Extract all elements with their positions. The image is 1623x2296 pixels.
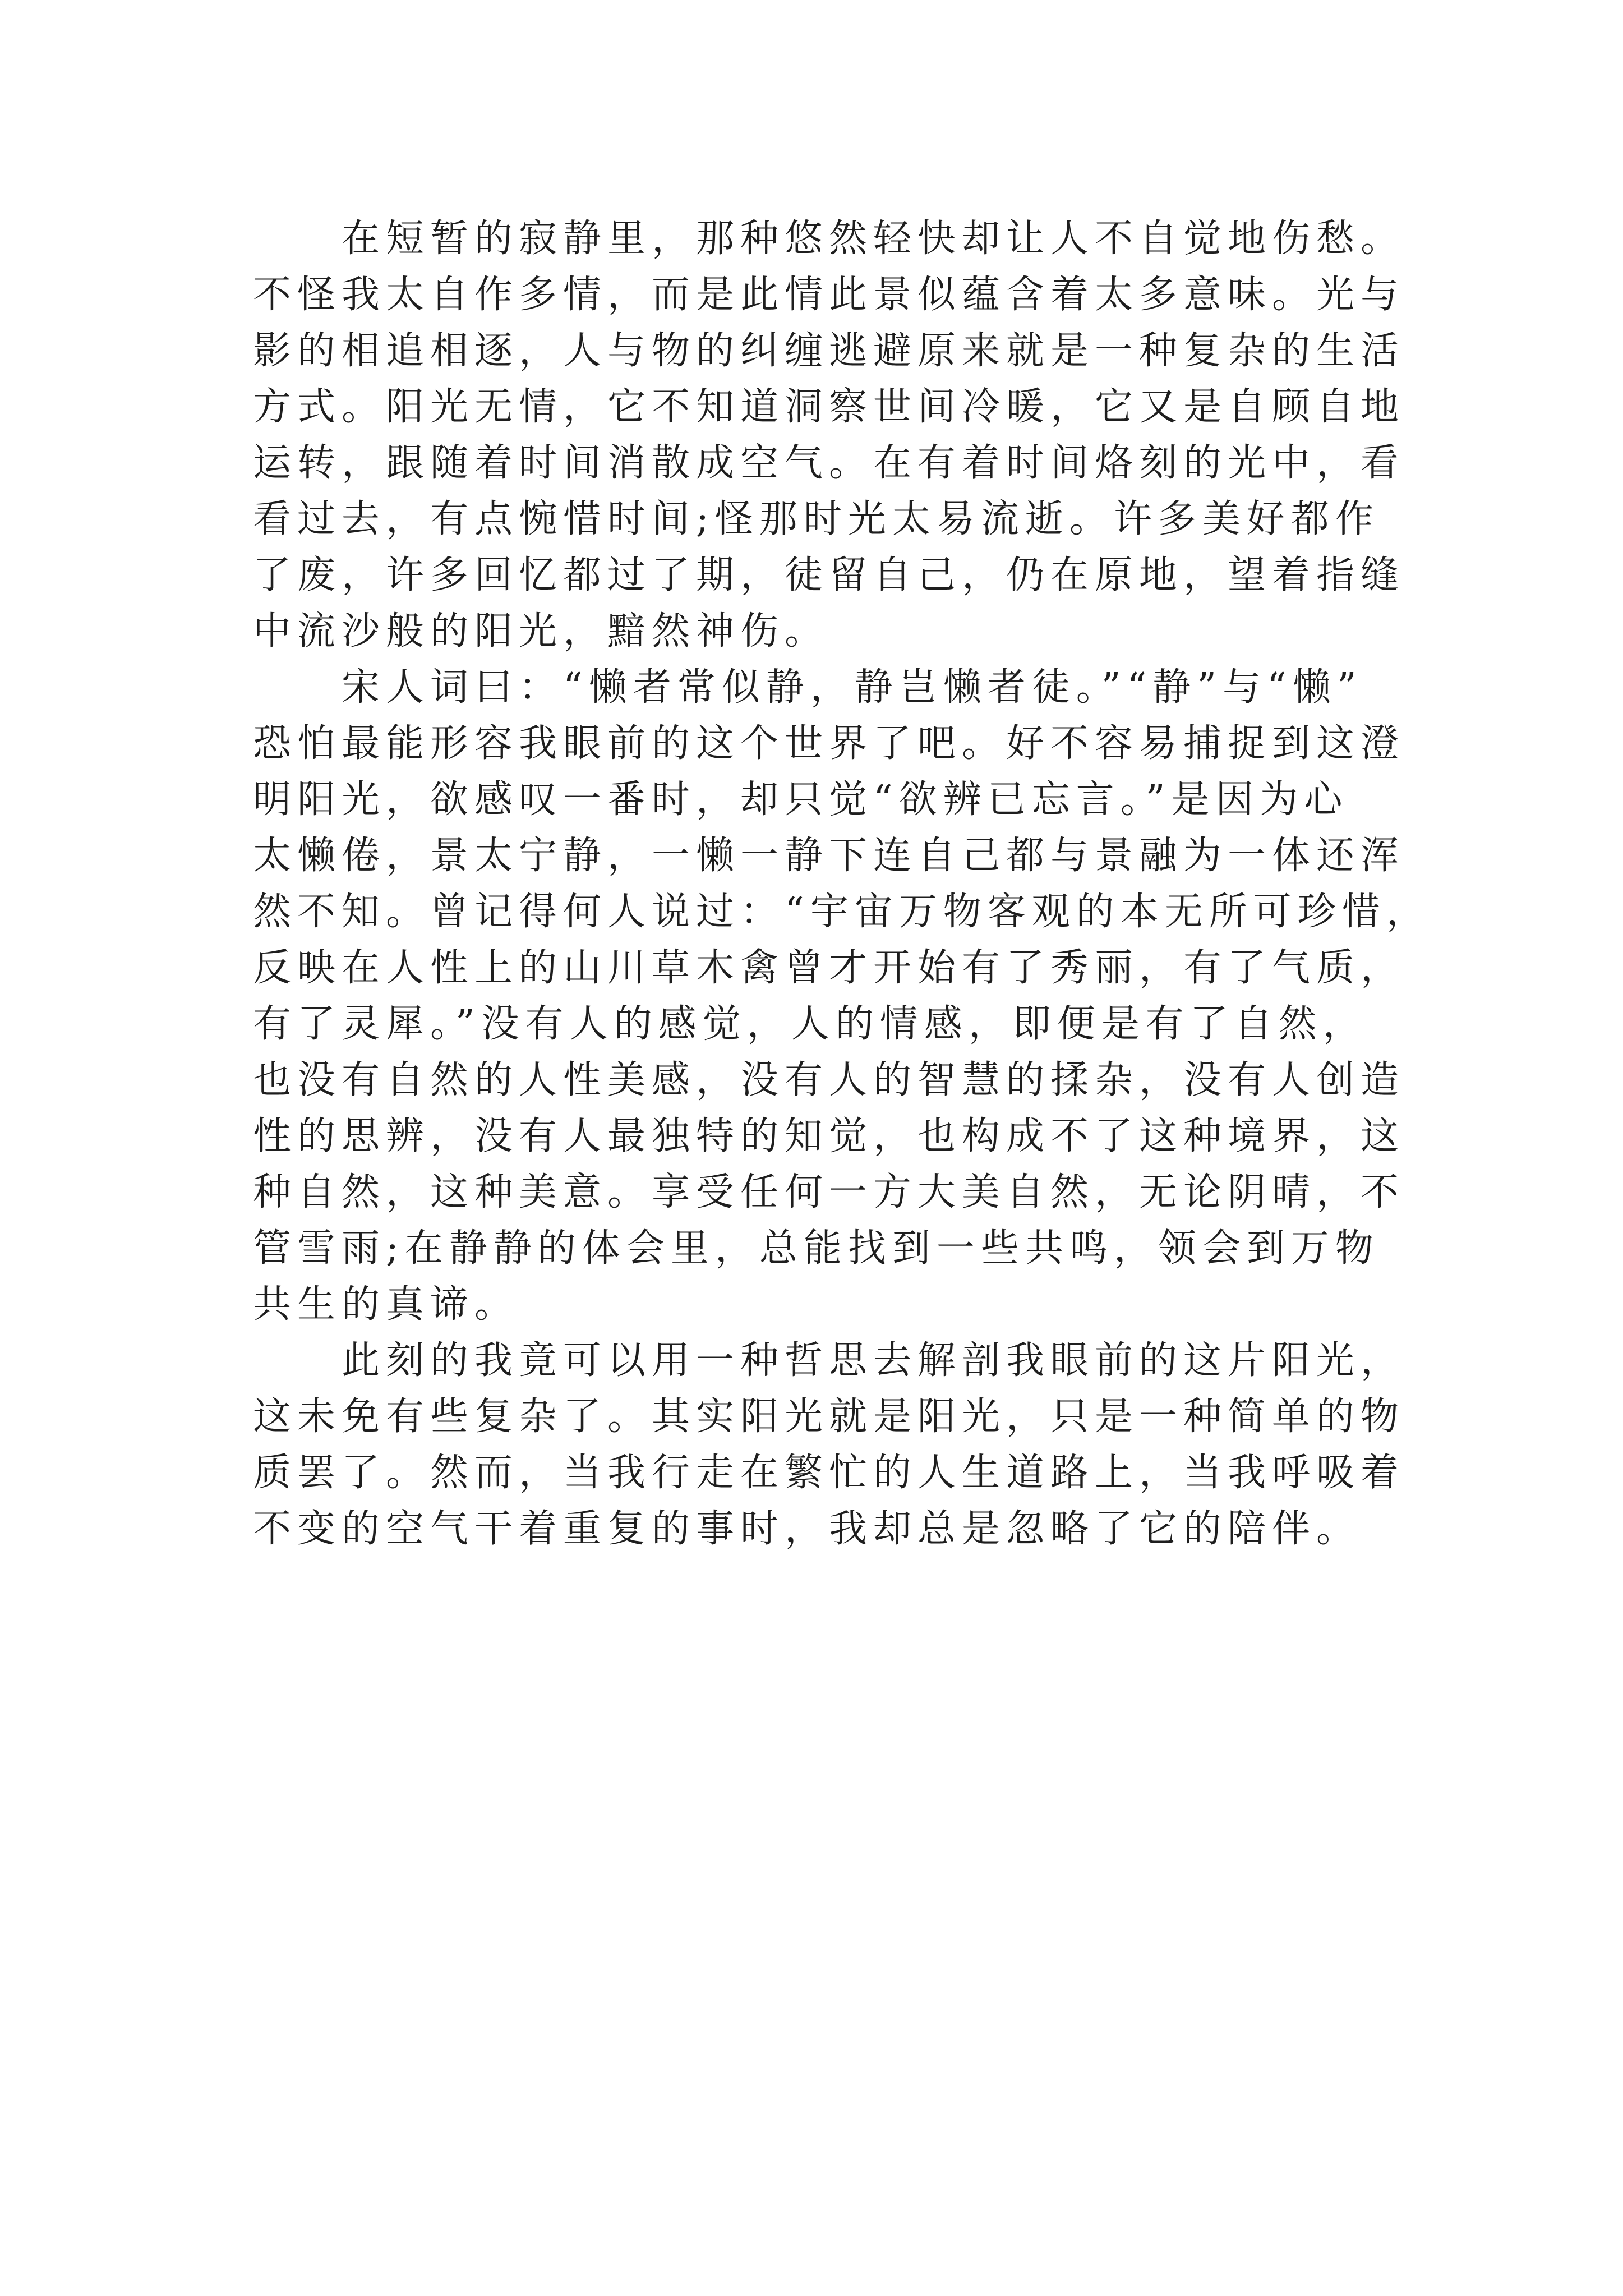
text-line: 影的相追相逐，人与物的纠缠逃避原来就是一种复杂的生活 <box>253 329 1405 373</box>
text-line: 反映在人性上的山川草木禽曾才开始有了秀丽，有了气质， <box>253 946 1405 990</box>
text-line: 看过去，有点惋惜时间;怪那时光太易流逝。许多美好都作 <box>253 497 1380 541</box>
text-line: 太懒倦，景太宁静，一懒一静下连自己都与景融为一体还浑 <box>253 834 1405 878</box>
text-line: 管雪雨;在静静的体会里，总能找到一些共鸣，领会到万物 <box>253 1226 1380 1271</box>
text-line: 有了灵犀。”没有人的感觉，人的情感，即便是有了自然， <box>253 1002 1367 1046</box>
text-line: 共生的真谛。 <box>253 1282 519 1327</box>
text-line: 种自然，这种美意。享受任何一方大美自然，无论阴晴，不 <box>253 1170 1405 1214</box>
text-line: 运转，跟随着时间消散成空气。在有着时间烙刻的光中，看 <box>253 441 1405 485</box>
text-line: 在短暂的寂静里，那种悠然轻快却让人不自觉地伤愁。 <box>342 217 1405 261</box>
text-line: 方式。阳光无情，它不知道洞察世间冷暖，它又是自顾自地 <box>253 385 1405 429</box>
text-line: 质罢了。然而，当我行走在繁忙的人生道路上，当我呼吸着 <box>253 1451 1405 1495</box>
text-line: 明阳光，欲感叹一番时，却只觉“欲辨已忘言。”是因为心 <box>253 777 1349 822</box>
text-line: 然不知。曾记得何人说过：“宇宙万物客观的本无所可珍惜， <box>253 890 1431 934</box>
paragraph-3 <box>253 1333 1403 1557</box>
text-line: 不怪我太自作多情，而是此情此景似蕴含着太多意味。光与 <box>253 273 1405 317</box>
text-line: 此刻的我竟可以用一种哲思去解剖我眼前的这片阳光， <box>342 1338 1405 1383</box>
text-line: 也没有自然的人性美感，没有人的智慧的揉杂，没有人创造 <box>253 1058 1405 1102</box>
text-line: 这未免有些复杂了。其实阳光就是阳光，只是一种简单的物 <box>253 1395 1405 1439</box>
paragraph-2 <box>253 660 1431 1333</box>
text-line: 不变的空气干着重复的事时，我却总是忽略了它的陪伴。 <box>253 1507 1361 1551</box>
paragraph-1 <box>253 211 1403 660</box>
document-body <box>253 211 1431 1557</box>
text-line: 宋人词曰：“懒者常似静，静岂懒者徒。”“静”与“懒” <box>342 665 1363 710</box>
text-line: 中流沙般的阳光，黯然神伤。 <box>253 609 829 654</box>
text-line: 了废，许多回忆都过了期，徒留自己，仍在原地，望着指缝 <box>253 553 1405 597</box>
text-line: 恐怕最能形容我眼前的这个世界了吧。好不容易捕捉到这澄 <box>253 721 1405 766</box>
text-line: 性的思辨，没有人最独特的知觉，也构成不了这种境界，这 <box>253 1114 1405 1158</box>
